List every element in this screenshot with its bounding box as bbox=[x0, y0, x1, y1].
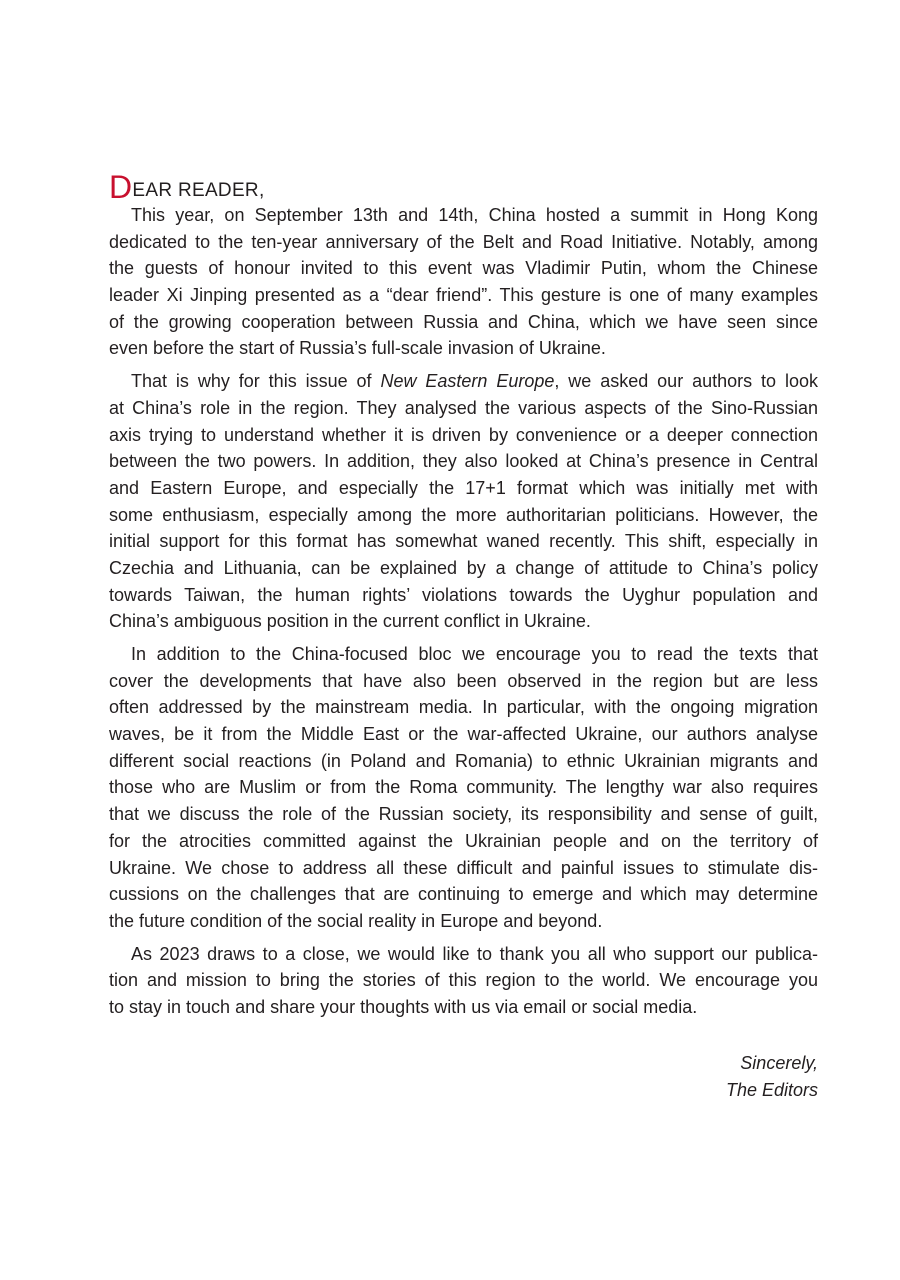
paragraph bbox=[109, 941, 818, 1021]
text-line: the future condition of the social reality in Europe and beyond. bbox=[109, 910, 603, 931]
paragraph bbox=[109, 202, 818, 362]
text-line: at China’s role in the region. They analysed the various aspects of the Sino-Russian bbox=[109, 397, 818, 418]
text-line: cover the developments that have also been observed in the region but are less bbox=[109, 670, 818, 691]
text-line: those who are Muslim or from the Roma community. The lengthy war also requires bbox=[109, 777, 818, 798]
text-line: even before the start of Russia’s full-scale invasion of Ukraine. bbox=[109, 338, 606, 359]
signature bbox=[726, 1050, 818, 1104]
letter-heading bbox=[109, 169, 818, 205]
text-line: initial support for this format has somewhat waned recently. This shift, especially in bbox=[109, 531, 818, 552]
text-line: the guests of honour invited to this event was Vladimir Putin, whom the Chinese bbox=[109, 258, 818, 279]
paragraph bbox=[109, 641, 818, 935]
signature-closing: Sincerely, bbox=[740, 1053, 818, 1073]
heading-text: EAR READER, bbox=[132, 180, 265, 201]
text-line: dedicated to the ten-year anniversary of the Belt and Road Initiative. Notably, among bbox=[109, 231, 818, 252]
text-line: of the growing cooperation between Russia and China, which we have seen since bbox=[109, 311, 818, 332]
magazine-title: New Eastern Europe bbox=[380, 371, 555, 392]
text-line: That is why for this issue of New Eastern Europe, we asked our authors to look bbox=[131, 371, 818, 392]
text-line: waves, be it from the Middle East or the war-affected Ukraine, our authors analyse bbox=[109, 724, 818, 745]
text-line: tion and mission to bring the stories of this region to the world. We encourage you bbox=[109, 970, 818, 991]
text-line: different social reactions (in Poland and Romania) to ethnic Ukrainian migrants and bbox=[109, 750, 818, 771]
text-line: to stay in touch and share your thoughts with us via email or social media. bbox=[109, 996, 698, 1017]
text-line: Ukraine. We chose to address all these difficult and painful issues to stimulate dis- bbox=[109, 857, 818, 878]
text-line: some enthusiasm, especially among the more authoritarian politicians. However, the bbox=[109, 504, 818, 525]
drop-cap: D bbox=[109, 169, 133, 205]
text-line: towards Taiwan, the human rights’ violations towards the Uyghur population and bbox=[109, 584, 818, 605]
text-line: between the two powers. In addition, they also looked at China’s presence in Central bbox=[109, 451, 818, 472]
text-line: and Eastern Europe, and especially the 17+1 format which was initially met with bbox=[109, 477, 818, 498]
text-line: axis trying to understand whether it is driven by convenience or a deeper connection bbox=[109, 424, 818, 445]
letter-body bbox=[109, 202, 818, 1021]
text-line: often addressed by the mainstream media. In particular, with the ongoing migration bbox=[109, 697, 818, 718]
text-line: that we discuss the role of the Russian society, its responsibility and sense of guilt, bbox=[109, 804, 818, 825]
text-line: cussions on the challenges that are continuing to emerge and which may determine bbox=[109, 884, 818, 905]
text-line: Czechia and Lithuania, can be explained by a change of attitude to China’s policy bbox=[109, 557, 818, 578]
text-line: This year, on September 13th and 14th, China hosted a summit in Hong Kong bbox=[131, 205, 818, 225]
editorial-letter bbox=[109, 169, 818, 1027]
text-line: China’s ambiguous position in the current conflict in Ukraine. bbox=[109, 611, 591, 632]
signature-name: The Editors bbox=[725, 1080, 818, 1100]
text-line: leader Xi Jinping presented as a “dear friend”. This gesture is one of many examples bbox=[109, 285, 818, 306]
text-line: In addition to the China-focused bloc we encourage you to read the texts that bbox=[131, 644, 818, 664]
text-line: for the atrocities committed against the Ukrainian people and on the territory of bbox=[109, 830, 818, 851]
paragraph bbox=[109, 368, 818, 635]
text-line: As 2023 draws to a close, we would like to thank you all who support our publica- bbox=[131, 943, 818, 964]
